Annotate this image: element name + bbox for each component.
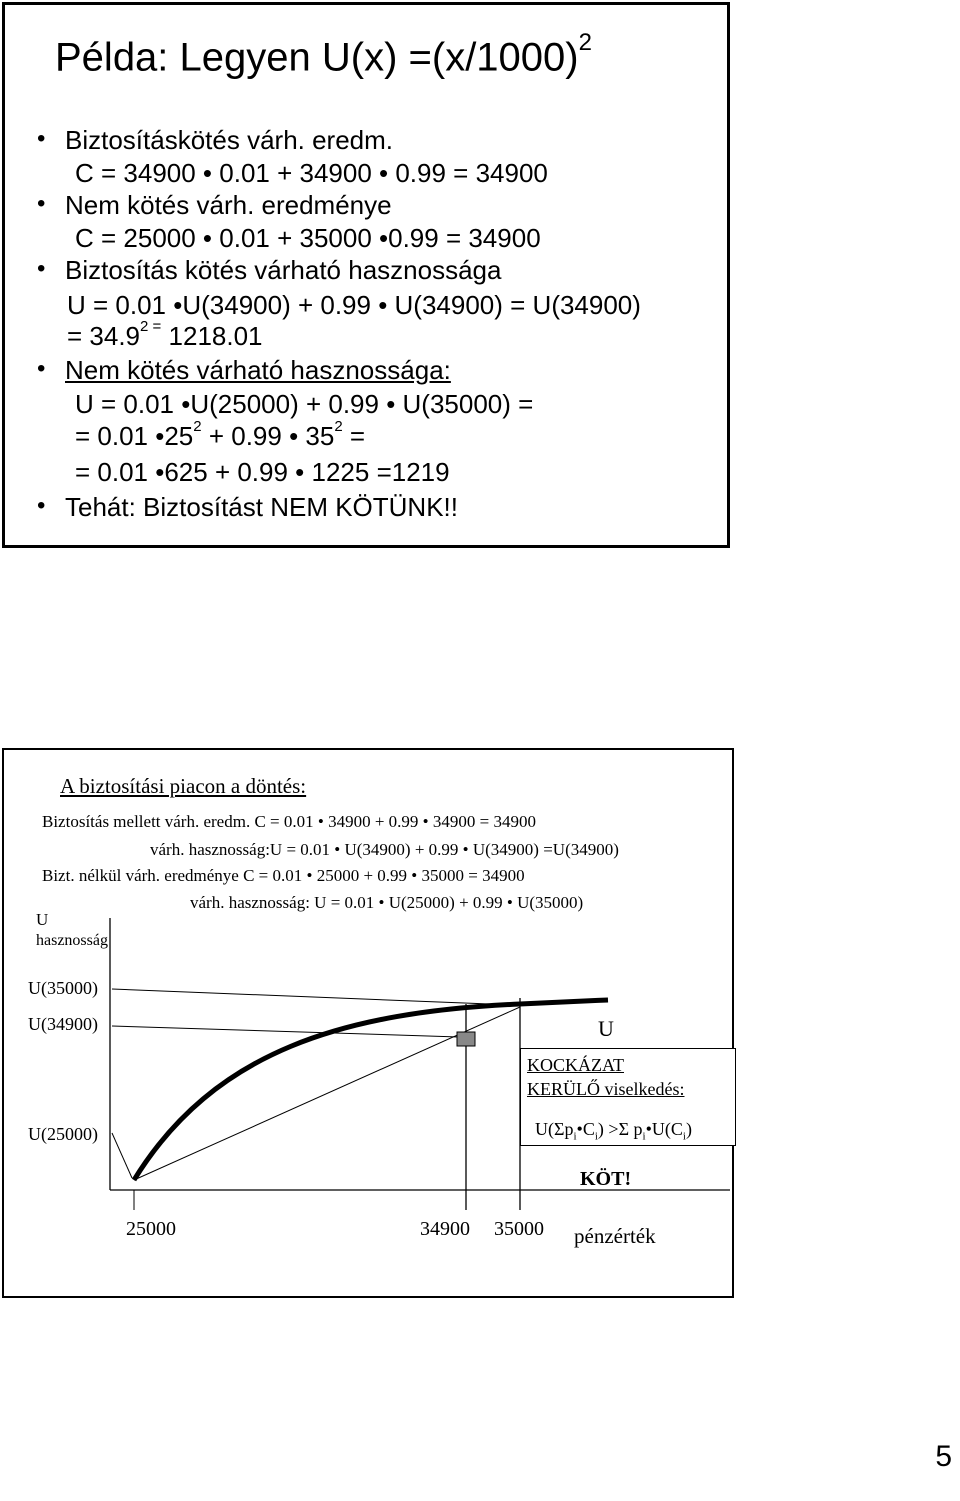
slide-1 bbox=[2, 2, 730, 548]
x-tick-35000: 35000 bbox=[494, 1218, 544, 1240]
s2-line-4: várh. hasznosság: U = 0.01 • U(25000) + 0.99 • U(35000) bbox=[190, 893, 584, 912]
y-tick-u35000: U(35000) bbox=[28, 978, 98, 998]
x-tick-25000: 25000 bbox=[126, 1218, 176, 1240]
decision-kot: KÖT! bbox=[580, 1168, 632, 1190]
s1-line-2: C = 34900 • 0.01 + 34900 • 0.99 = 34900 bbox=[75, 158, 548, 188]
page-number: 5 bbox=[935, 1440, 952, 1473]
s2-line-3: Bizt. nélkül várh. eredménye C = 0.01 • 25000 + 0.99 • 35000 = 34900 bbox=[42, 866, 525, 885]
x-axis-label: pénzérték bbox=[574, 1224, 656, 1248]
pointer-u25000 bbox=[112, 1133, 132, 1178]
expected-utility-marker bbox=[457, 1032, 475, 1046]
utility-chart bbox=[4, 750, 736, 1300]
s1-line-1: • Biztosításkötés várh. eredm. bbox=[65, 125, 393, 156]
pointer-u34900 bbox=[112, 1026, 459, 1037]
s1-line-12: • Tehát: Biztosítást NEM KÖTÜNK!! bbox=[65, 492, 458, 523]
y-tick-u25000: U(25000) bbox=[28, 1124, 98, 1144]
s1-line-8: • Nem kötés várható hasznossága: bbox=[65, 355, 451, 386]
box-formula: $U(\Sigma p_i•C_i) >\Sigma$ $p_i•U(C_i)$ bbox=[535, 1119, 692, 1143]
slide-2-heading: A biztosítási piacon a döntés: bbox=[60, 774, 307, 798]
s1-line-5: • Biztosítás kötés várható hasznossága bbox=[65, 255, 501, 286]
s1-line-9: U = 0.01 •U(25000) + 0.99 • U(35000) = bbox=[75, 389, 534, 419]
box-title-1: KOCKÁZAT bbox=[527, 1055, 624, 1075]
x-tick-34900: 34900 bbox=[420, 1218, 470, 1240]
curve-label-u: U bbox=[598, 1016, 614, 1041]
box-title-2: KERÜLŐ viselkedés: bbox=[527, 1079, 685, 1099]
s2-line-1: Biztosítás mellett várh. eredm. C = 0.01 • 34900 + 0.99 • 34900 = 34900 bbox=[42, 812, 536, 831]
s2-line-2: várh. hasznosság:U = 0.01 • U(34900) + 0.99 • U(34900) =U(34900) bbox=[150, 840, 619, 859]
s1-line-7: = $34.9^{2 =}$ 1218.01 bbox=[67, 318, 263, 351]
pointer-u35000 bbox=[112, 989, 514, 1005]
slide-1-title: Példa: Legyen $U(x) =(x/1000)^2$ bbox=[55, 29, 592, 80]
s1-line-3: • Nem kötés várh. eredménye bbox=[65, 190, 392, 221]
y-tick-u34900: U(34900) bbox=[28, 1014, 98, 1034]
s1-line-10: = 0.01 $•25^2 + 0.99$ • $35^2$ = bbox=[75, 418, 366, 451]
s1-line-6: U = 0.01 •U(34900) + 0.99 • U(34900) = U(34900) bbox=[67, 290, 641, 320]
s1-line-11: = 0.01 •625 + 0.99 • 1225 =1219 bbox=[75, 457, 450, 487]
slide-2 bbox=[2, 748, 734, 1298]
y-axis-label-hasznossag: hasznosság bbox=[36, 932, 108, 949]
s1-line-4: C = 25000 • 0.01 + 35000 •0.99 = 34900 bbox=[75, 223, 541, 253]
y-axis-label-u: U bbox=[36, 910, 49, 929]
risk-averse-box bbox=[520, 1048, 736, 1146]
